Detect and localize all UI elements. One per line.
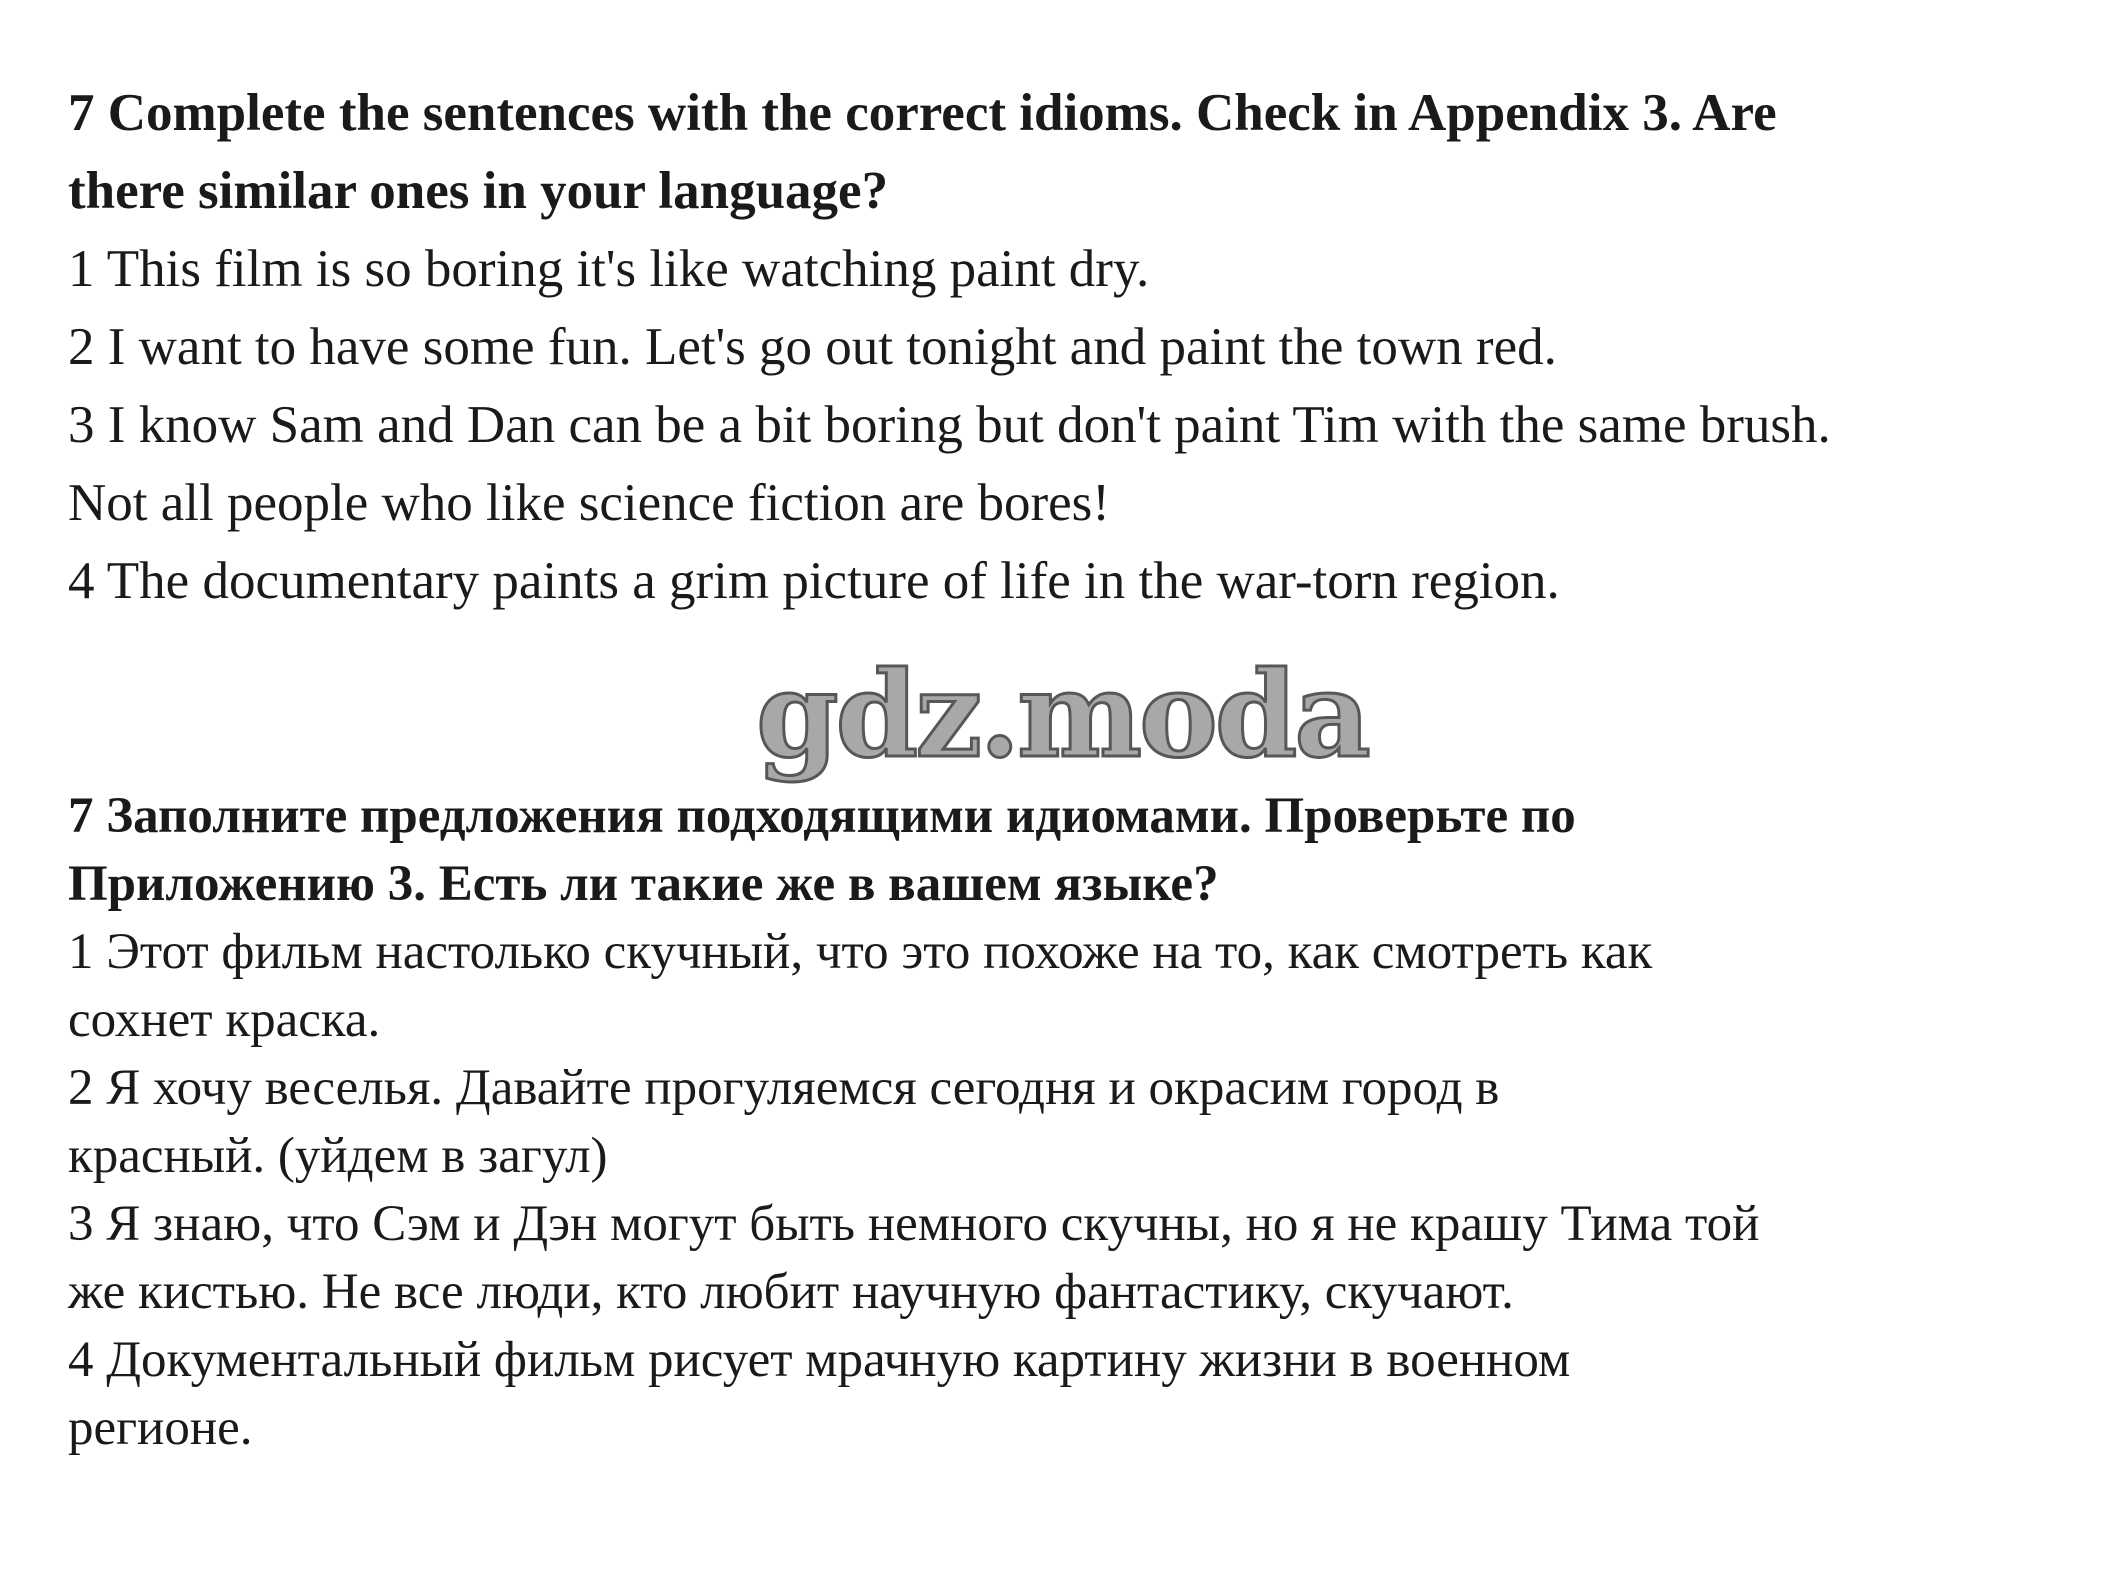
russian-sentence-1: 1 Этот фильм настолько скучный, что это похоже на то, как смотреть как — [68, 924, 1653, 980]
russian-sentence-3-continued: же кистью. Не все люди, кто любит научную фантастику, скучают. — [68, 1264, 1514, 1320]
english-sentence-3-continued: Not all people who like science fiction are bores! — [68, 474, 1110, 532]
russian-sentence-4-continued: регионе. — [68, 1400, 253, 1456]
watermark-logo: gdz.moda — [756, 645, 1368, 784]
russian-sentence-2: 2 Я хочу веселья. Давайте прогуляемся сегодня и окрасим город в — [68, 1060, 1500, 1116]
russian-heading-line-1: 7 Заполните предложения подходящими идиомами. Проверьте по — [68, 788, 1576, 844]
russian-sentence-2-continued: красный. (уйдем в загул) — [68, 1128, 608, 1184]
english-sentence-1: 1 This film is so boring it's like watching paint dry. — [68, 240, 1150, 298]
russian-translation — [68, 782, 2068, 1462]
russian-sentence-1-continued: сохнет краска. — [68, 992, 381, 1048]
english-sentence-4: 4 The documentary paints a grim picture of life in the war-torn region. — [68, 552, 1560, 610]
english-heading-line-2: there similar ones in your language? — [68, 162, 889, 220]
english-heading-line-1: 7 Complete the sentences with the correct idioms. Check in Appendix 3. Are — [68, 84, 1777, 142]
english-exercise — [68, 74, 2068, 620]
english-sentence-3: 3 I know Sam and Dan can be a bit boring but don't paint Tim with the same brush. — [68, 396, 1831, 454]
russian-sentence-4: 4 Документальный фильм рисует мрачную картину жизни в военном — [68, 1332, 1571, 1388]
russian-heading-line-2: Приложению 3. Есть ли такие же в вашем языке? — [68, 856, 1219, 912]
russian-sentence-3: 3 Я знаю, что Сэм и Дэн могут быть немного скучны, но я не крашу Тима той — [68, 1196, 1760, 1252]
english-sentence-2: 2 I want to have some fun. Let's go out tonight and paint the town red. — [68, 318, 1557, 376]
